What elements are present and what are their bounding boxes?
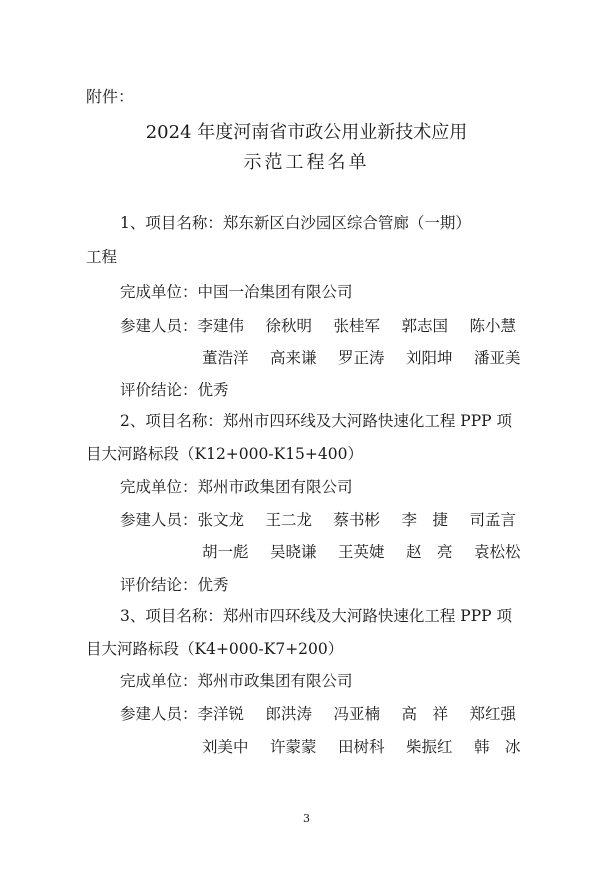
staff-name: 田树科: [338, 738, 385, 756]
staff-name: 李建伟: [197, 317, 245, 335]
staff-name: 高 祥: [401, 705, 449, 723]
project-1-heading-line2: 工程: [86, 248, 118, 266]
staff-name: 李 捷: [401, 511, 449, 529]
staff-name: 董浩洋: [202, 349, 249, 367]
staff-name: 柴振红: [406, 738, 453, 756]
staff-name: 许蒙蒙: [270, 738, 317, 756]
unit-value: 中国一冶集团有限公司: [197, 283, 353, 301]
staff-name: 李洋锐: [197, 705, 245, 723]
staff-label: 参建人员：: [120, 317, 198, 335]
staff-name: 郑红强: [469, 705, 517, 723]
staff-name: 郎洪涛: [265, 705, 313, 723]
document-title-line1: 2024 年度河南省市政公用业新技术应用: [145, 122, 468, 143]
staff-name: 张桂军: [333, 317, 381, 335]
staff-name: 王二龙: [265, 511, 313, 529]
project-1-heading-line1: 1、项目名称：郑东新区白沙园区综合管廊（一期）: [120, 214, 471, 232]
project-2-staff-row2: [202, 540, 521, 562]
unit-value: 郑州市政集团有限公司: [197, 478, 353, 496]
staff-name: 赵 亮: [406, 543, 453, 561]
unit-label: 完成单位：: [120, 478, 198, 496]
staff-name: 罗正涛: [338, 349, 385, 367]
staff-name: 潘亚美: [474, 349, 521, 367]
project-1-unit-row: [120, 280, 353, 302]
staff-name: 徐秋明: [265, 317, 313, 335]
eval-label: 评价结论：: [120, 381, 198, 399]
staff-name: 袁松松: [474, 543, 521, 561]
project-3-unit-row: [120, 669, 353, 691]
staff-label: 参建人员：: [120, 705, 198, 723]
staff-name: 高来谦: [270, 349, 317, 367]
attachment-label: 附件：: [86, 87, 135, 106]
project-2-staff-row1: [120, 508, 516, 530]
staff-name: 司孟言: [469, 511, 517, 529]
staff-name: 陈小慧: [469, 317, 517, 335]
eval-value: 优秀: [197, 576, 229, 594]
staff-name: 蔡书彬: [333, 511, 381, 529]
project-3-heading-line1: 3、项目名称：郑州市四环线及大河路快速化工程 PPP 项: [120, 607, 513, 625]
project-3-staff-row1: [120, 702, 516, 724]
project-1-staff-row2: [202, 346, 521, 368]
staff-name: 王英婕: [338, 543, 385, 561]
staff-name: 冯亚楠: [333, 705, 381, 723]
project-3-staff-row2: [202, 735, 521, 757]
staff-name: 郭志国: [401, 317, 449, 335]
staff-name: 吴晓谦: [270, 543, 317, 561]
unit-value: 郑州市政集团有限公司: [197, 672, 353, 690]
staff-name: 张文龙: [197, 511, 245, 529]
eval-label: 评价结论：: [120, 576, 198, 594]
project-2-unit-row: [120, 475, 353, 497]
unit-label: 完成单位：: [120, 672, 198, 690]
project-2-heading-line2: 目大河路标段（K12+000-K15+400）: [86, 445, 363, 463]
staff-label: 参建人员：: [120, 511, 198, 529]
project-2-heading-line1: 2、项目名称：郑州市四环线及大河路快速化工程 PPP 项: [120, 412, 513, 430]
eval-value: 优秀: [197, 381, 229, 399]
project-3-heading-line2: 目大河路标段（K4+000-K7+200）: [86, 640, 344, 658]
unit-label: 完成单位：: [120, 283, 198, 301]
document-title-line2: 示范工程名单: [243, 152, 370, 173]
staff-name: 刘阳坤: [406, 349, 453, 367]
staff-name: 刘美中: [202, 738, 249, 756]
project-1-eval-row: [120, 378, 229, 400]
staff-name: 韩 冰: [474, 738, 521, 756]
staff-name: 胡一彪: [202, 543, 249, 561]
project-1-staff-row1: [120, 314, 516, 336]
page-number: 3: [303, 812, 310, 825]
project-2-eval-row: [120, 573, 229, 595]
